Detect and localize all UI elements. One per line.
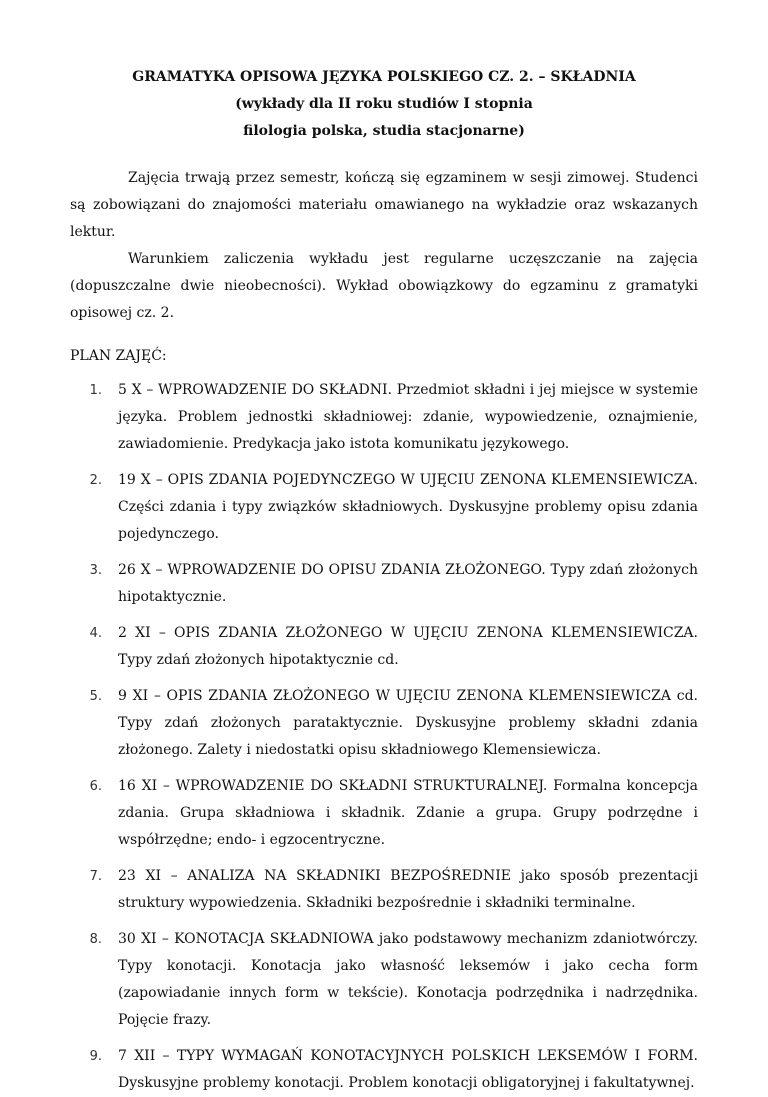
title-line-3: filologia polska, studia stacjonarne) (243, 123, 525, 139)
plan-item-text: 7 XII – TYPY WYMAGAŃ KONOTACYJNYCH POLSKICH LEKSEMÓW I FORM. Dyskusyjne problemy konotacji. Problem konotacji obligatoryjnej i fakultatywnej. (118, 1048, 698, 1091)
plan-item-text: 5 X – WPROWADZENIE DO SKŁADNI. Przedmiot składni i jej miejsce w systemie języka. Problem jednostki składniowej: zdanie, wypowiedzenie, oznajmienie, zawiadomienie. Predykacja jako istota komunikatu językowego. (118, 382, 698, 452)
plan-item-number: 1. (89, 383, 102, 398)
plan-item (70, 926, 698, 1034)
plan-heading: PLAN ZAJĘĆ: (70, 348, 167, 364)
plan-item (70, 773, 698, 854)
intro-paragraph-1: Zajęcia trwają przez semestr, kończą się egzaminem w sesji zimowej. Studenci są zobowiązani do znajomości materiału omawianego na wykładzie oraz wskazanych lektur. (70, 170, 698, 240)
title-line-1: GRAMATYKA OPISOWA JĘZYKA POLSKIEGO CZ. 2. – SKŁADNIA (132, 69, 636, 85)
plan-list (70, 377, 698, 1097)
plan-item (70, 1043, 698, 1097)
plan-item (70, 557, 698, 611)
intro-section (70, 165, 698, 327)
plan-item-number: 3. (89, 563, 102, 578)
plan-item-text: 2 XI – OPIS ZDANIA ZŁOŻONEGO W UJĘCIU ZENONA KLEMENSIEWICZA. Typy zdań złożonych hipotaktycznie cd. (118, 625, 698, 668)
plan-item-number: 6. (89, 779, 102, 794)
plan-item (70, 683, 698, 764)
plan-item (70, 620, 698, 674)
plan-item-text: 23 XI – ANALIZA NA SKŁADNIKI BEZPOŚREDNIE jako sposób prezentacji struktury wypowiedzenia. Składniki bezpośrednie i składniki terminalne. (118, 868, 698, 911)
plan-item-number: 2. (89, 473, 102, 488)
plan-item (70, 863, 698, 917)
title-line-2: (wykłady dla II roku studiów I stopnia (235, 96, 533, 112)
plan-item-number: 8. (89, 932, 102, 947)
plan-item-number: 5. (89, 689, 102, 704)
plan-item-text: 19 X – OPIS ZDANIA POJEDYNCZEGO W UJĘCIU ZENONA KLEMENSIEWICZA. Części zdania i typy związków składniowych. Dyskusyjne problemy opisu zdania pojedynczego. (118, 472, 698, 542)
document-title (70, 64, 698, 145)
plan-item-text: 30 XI – KONOTACJA SKŁADNIOWA jako podstawowy mechanizm zdaniotwórczy. Typy konotacji. Konotacja jako własność leksemów i jako cecha form (zapowiadanie innych form w tekście). Konotacja podrzędnika i nadrzędnika. Pojęcie frazy. (118, 931, 698, 1028)
plan-item-text: 9 XI – OPIS ZDANIA ZŁOŻONEGO W UJĘCIU ZENONA KLEMENSIEWICZA cd. Typy zdań złożonych parataktycznie. Dyskusyjne problemy składni zdania złożonego. Zalety i niedostatki opisu składniowego Klemensiewicza. (118, 688, 698, 758)
plan-item-text: 16 XI – WPROWADZENIE DO SKŁADNI STRUKTURALNEJ. Formalna koncepcja zdania. Grupa składniowa i składnik. Zdanie a grupa. Grupy podrzędne i współrzędne; endo- i egzocentryczne. (118, 778, 698, 848)
plan-item-number: 9. (89, 1049, 102, 1064)
plan-item (70, 467, 698, 548)
plan-item-number: 4. (89, 626, 102, 641)
plan-item-number: 7. (89, 869, 102, 884)
intro-paragraph-2: Warunkiem zaliczenia wykładu jest regularne uczęszczanie na zajęcia (dopuszczalne dwie nieobecności). Wykład obowiązkowy do egzaminu z gramatyki opisowej cz. 2. (70, 251, 698, 321)
plan-item (70, 377, 698, 458)
plan-item-text: 26 X – WPROWADZENIE DO OPISU ZDANIA ZŁOŻONEGO. Typy zdań złożonych hipotaktycznie. (118, 562, 698, 605)
